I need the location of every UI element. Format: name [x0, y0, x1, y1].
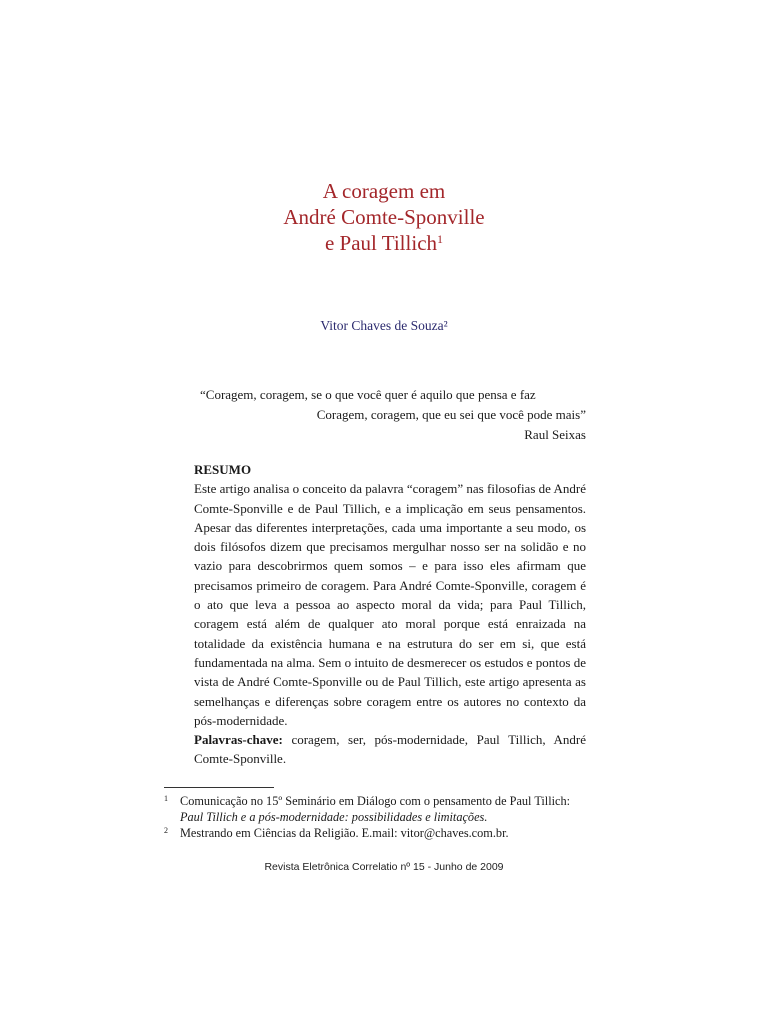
title-footnote-ref: 1: [437, 232, 444, 246]
abstract-text: [194, 479, 586, 768]
epigraph: [200, 385, 586, 445]
epigraph-line-1: “Coragem, coragem, se o que você quer é aquilo que pensa e faz: [200, 387, 536, 402]
article-title: [0, 178, 768, 256]
epigraph-attribution: Raul Seixas: [524, 427, 586, 442]
footnote-2: [164, 825, 594, 841]
footnote-1-text: Comunicação no 15º Seminário em Diálogo com o pensamento de Paul Tillich:: [180, 794, 571, 808]
footnote-1: [164, 793, 594, 825]
abstract-heading: RESUMO: [194, 462, 252, 477]
keywords-label: Palavras-chave:: [194, 732, 283, 748]
footnote-1-italic: Paul Tillich e a pós-modernidade: possibilidades e limitações.: [180, 810, 488, 824]
title-line-3: [0, 230, 768, 256]
title-line-2: André Comte-Sponville: [283, 205, 485, 229]
title-line-3-text: e Paul Tillich: [324, 231, 438, 255]
footnote-2-mark: 2: [164, 826, 168, 835]
abstract: [194, 460, 586, 769]
title-line-1: A coragem em: [322, 179, 446, 203]
journal-footer: Revista Eletrônica Correlatio nº 15 - Junho de 2009: [264, 861, 504, 873]
epigraph-line-2: Coragem, coragem, que eu sei que você pode mais”: [316, 407, 586, 422]
footnotes: [164, 793, 594, 841]
footnote-divider: [164, 787, 274, 788]
abstract-body: Este artigo analisa o conceito da palavra “coragem” nas filosofias de André Comte-Sponville e de Paul Tillich, e a implicação em seus pensamentos. Apesar das diferentes interpretações, cada uma importante a seu modo, os dois filósofos dizem que precisamos mergulhar nosso ser na solidão e no vazio para descobrirmos quem somos – e para isso eles afirmam que precisamos primeiro de coragem. Para André Comte-Sponville, coragem é o ato que leva a pessoa ao aspecto moral da vida; para Paul Tillich, coragem está além de qualquer ato moral porque está enraizada na totalidade da existência humana e na estrutura do ser em si, que está fundamentada na alma. Sem o intuito de desmerecer os estudos e pontos de vista de André Comte-Sponville ou de Paul Tillich, este artigo apresenta as semelhanças e diferenças sobre coragem entre os autores no contexto da pós-modernidade.: [194, 481, 586, 728]
author-name: Vitor Chaves de Souza²: [320, 318, 448, 333]
footnote-1-mark: 1: [164, 794, 168, 803]
keywords: coragem, ser, pós-modernidade, Paul Tillich, André Comte-Sponville.: [194, 732, 586, 767]
footnote-2-text: Mestrando em Ciências da Religião. E.mail: vitor@chaves.com.br.: [180, 826, 509, 840]
